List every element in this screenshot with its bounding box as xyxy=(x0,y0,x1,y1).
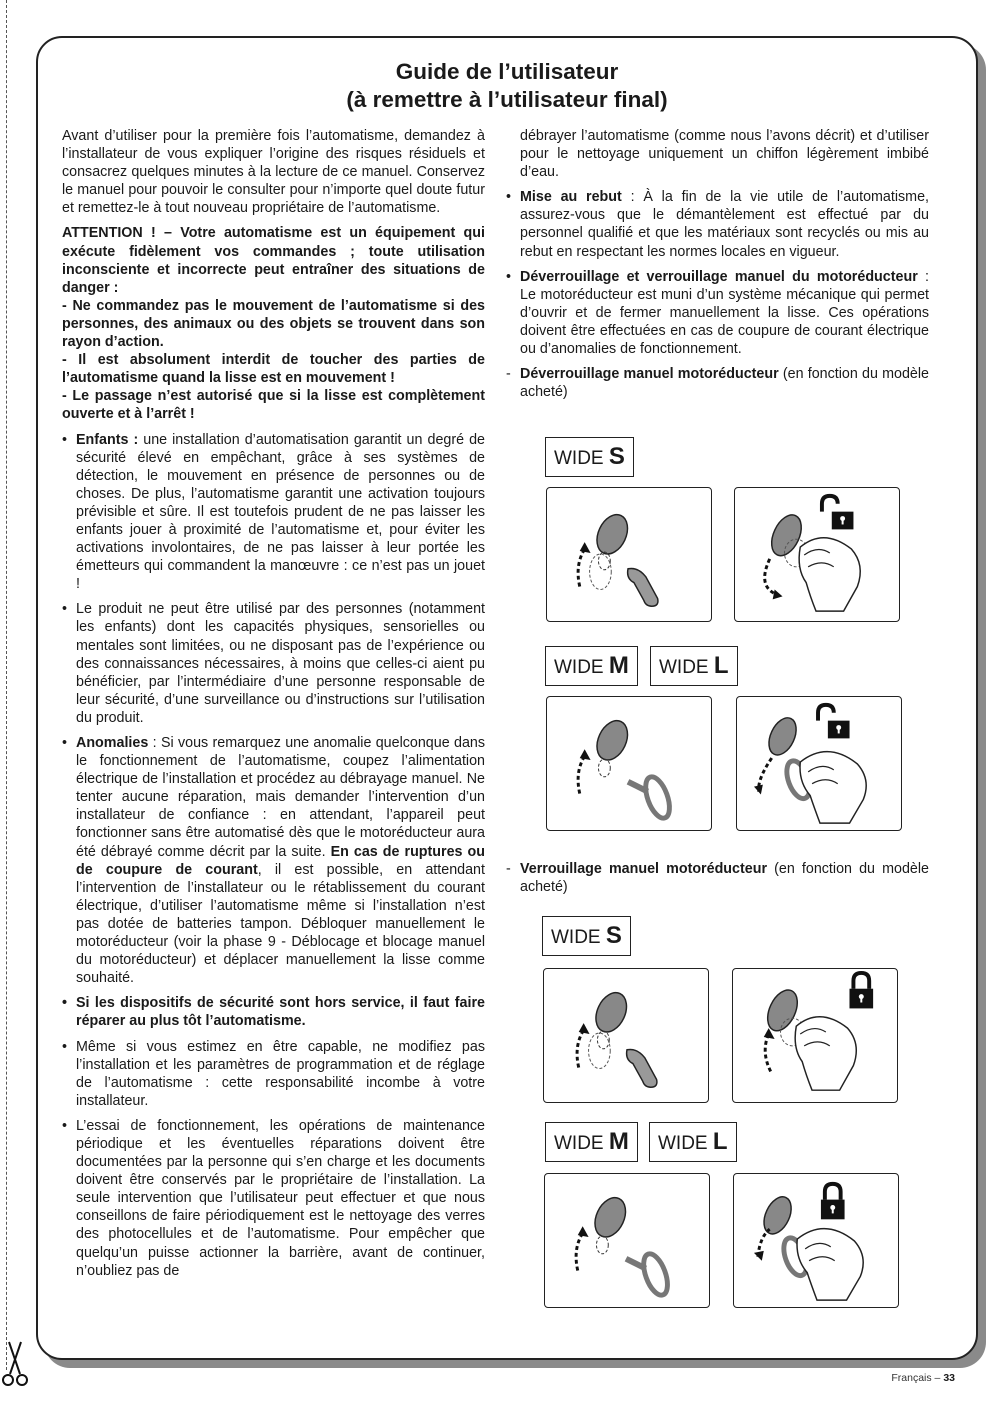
hand-icon xyxy=(799,538,860,611)
wide-text: WIDE xyxy=(659,657,709,678)
illustration-lock-s-hand xyxy=(732,968,898,1103)
illustration-unlock-s-hand xyxy=(734,487,900,622)
deverr-label: Déverrouillage et verrouillage manuel du motoréducteur xyxy=(520,268,918,285)
left-column xyxy=(62,127,485,1287)
title-line-1: Guide de l’utilisateur xyxy=(395,59,619,84)
footer-language: Français – xyxy=(891,1372,941,1384)
lock-heading-block xyxy=(506,860,929,903)
size-l: L xyxy=(712,1128,728,1155)
lock-closed-icon xyxy=(849,973,873,1008)
key-icon xyxy=(627,1049,657,1087)
illustration-lock-s-key xyxy=(543,968,709,1103)
lock-open-icon xyxy=(818,705,850,738)
bullet-meme: • Même si vous estimez en être capable, ne modifiez pas l’installation et les paramètres de programmation et de réglage de l’automatisme : cette responsabilité incombe à votre installateur. xyxy=(62,1038,485,1110)
bullet-dispositifs: • Si les dispositifs de sécurité sont hors service, il faut faire réparer au plus tôt l’automatisme. xyxy=(62,994,485,1030)
right-column xyxy=(506,127,929,408)
size-s: S xyxy=(608,443,625,470)
title-line-2: (à remettre à l’utilisateur final) xyxy=(346,87,668,112)
lock-label: Verrouillage manuel motoréducteur xyxy=(520,861,768,877)
page-number: 33 xyxy=(943,1372,955,1384)
attention-block xyxy=(62,224,485,423)
enfants-text: une installation d’automatisation garantit un degré de sécurité élevé en empêchant, grâce à ses systèmes de détection, le mouvement en présence de personnes ou de choses. De plus, l’automatisme garantit une activation toujours prévisible et sûre. Il est toutefois prudent de ne pas laisser les enfants jouer à proximité de l’automatisme et, pour éviter les activations involontaires, de ne pas laisser à leur portée les émetteurs qui commandent la manœuvre : ce n’est pas un jouet ! xyxy=(76,431,485,593)
bullet-deverrouillage xyxy=(506,268,929,358)
label-wide-m-unlock xyxy=(545,646,638,686)
wide-text: WIDE xyxy=(554,657,604,678)
illustration-lock-ml-hand xyxy=(733,1173,899,1308)
unlock-suffix: (en fonction du modèle acheté) xyxy=(520,366,930,401)
size-m: M xyxy=(608,652,629,679)
illustration-lock-ml-key xyxy=(544,1173,710,1308)
size-m: M xyxy=(608,1128,629,1155)
hand-icon xyxy=(800,752,866,823)
warning-3: - Le passage n’est autorisé que si la lisse est complètement ouverte et à l’arrêt ! xyxy=(62,388,485,423)
key-icon xyxy=(626,1251,672,1298)
lock-heading xyxy=(506,860,929,896)
anomalies-label: Anomalies xyxy=(76,735,149,751)
wide-text: WIDE xyxy=(551,927,601,948)
lock-closed-icon xyxy=(821,1184,845,1219)
continued-text: débrayer l’automatisme (comme nous l’avons décrit) et d’utiliser pour le nettoyage uniquement un chiffon légèrement imbibé d’eau. xyxy=(520,128,929,181)
anomalies-text-2: , il est possible, en attendant l’intervention de l’installateur ou le rétablissement du courant électrique, d’utiliser l’automatisme même si l’installation n’est pas dotée de batteries tampon. Débloquer manuellement le motoréducteur (voir la phase 9 - Déblocage et blocage manuel du motoréducteur) et déplacer manuellement la lisse comme souhaité. xyxy=(76,861,485,987)
label-wide-l-unlock xyxy=(650,646,738,686)
label-wide-l-lock xyxy=(649,1122,737,1162)
lock-suffix: (en fonction du modèle acheté) xyxy=(520,861,929,896)
illustration-unlock-s-key xyxy=(546,487,712,622)
rebut-label: Mise au rebut xyxy=(520,189,622,206)
deverr-text: : Le motoréducteur est muni d’un système mécanique qui permet d’ouvrir et de fermer manuellement la lisse. Ces opérations doivent être effectuées en cas de coupure de courant électrique ou d’anomalies de fonctionnement. xyxy=(520,268,929,358)
unlock-label: Déverrouillage manuel motoréducteur xyxy=(520,366,779,383)
bullet-produit: • Le produit ne peut être utilisé par des personnes (notamment les enfants) dont les capacités physiques, sensorielles ou mentales sont limitées, ou ne disposant pas de l’expérience ou des connaissances nécessaires, à moins que celles-ci aient pu bénéficier, par l’intermédiaire d’une personne responsable de leur sécurité, d’une surveillance ou d’instructions sur l’utilisation du produit. xyxy=(62,600,485,727)
cut-line xyxy=(6,0,7,1370)
key-icon xyxy=(628,774,674,821)
key-icon xyxy=(628,568,658,606)
lock-open-icon xyxy=(822,496,854,529)
label-wide-m-lock xyxy=(545,1122,638,1162)
hand-icon xyxy=(795,1017,856,1090)
wide-text: WIDE xyxy=(554,1133,604,1154)
label-wide-s-unlock xyxy=(545,437,634,477)
bullet-mise-au-rebut xyxy=(506,188,929,260)
illustration-unlock-ml-key xyxy=(546,696,712,831)
illustration-unlock-ml-hand xyxy=(736,696,902,831)
enfants-label: Enfants : xyxy=(76,431,139,448)
wide-text: WIDE xyxy=(554,448,604,469)
rebut-text: : À la fin de la vie utile de l’automatisme, assurez-vous que le démantèlement est effectué par du personnel qualifié et que les matériaux sont recyclés ou mis au rebut en respectant les normes locales en vigueur. xyxy=(520,189,930,260)
unlock-heading xyxy=(506,365,929,401)
bullet-anomalies xyxy=(62,734,485,987)
bullet-enfants xyxy=(62,431,485,594)
label-wide-s-lock xyxy=(542,916,631,956)
bullet-essai: • L’essai de fonctionnement, les opérations de maintenance périodique et les éventuelles réparations doivent être documentées par la personne qui s’en charge et les documents doivent être conservés par le propriétaire de l’installation. La seule intervention que l’utilisateur peut effectuer et que nous conseillons de faire périodiquement est le nettoyage des verres des photocellules et de l’automatisme. Pour empêcher que quelqu’un puisse actionner la barrière, avant de continuer, n’oubliez pas de xyxy=(62,1117,485,1280)
page-footer xyxy=(891,1372,955,1384)
size-l: L xyxy=(713,652,729,679)
page-title xyxy=(40,58,974,114)
intro-paragraph: Avant d’utiliser pour la première fois l’automatisme, demandez à l’installateur de vous expliquer l’origine des risques résiduels et consacrez quelques minutes à la lecture de ce manuel. Conservez le manuel pour pouvoir le consulter pour n’importe quel doute futur et remettez-le à tout nouveau propriétaire de l’automatisme. xyxy=(62,128,485,217)
scissors-icon xyxy=(0,1340,30,1390)
warning-2: - Il est absolument interdit de toucher des parties de l’automatisme quand la lisse est en mouvement ! xyxy=(62,352,485,387)
anomalies-text-1: : Si vous remarquez une anomalie quelconque dans le fonctionnement de l’automatisme, coupez l’alimentation électrique de l’installation et procédez au débrayage manuel. Ne tenter aucune réparation, mais demander l’intervention d’un installateur de confiance : en attendant, l’appareil peut fonctionner sans être automatisé dès que le motoréducteur aura été débrayé comme décrit par la suite. xyxy=(76,735,485,860)
attention-text: ATTENTION ! – Votre automatisme est un équipement qui exécute fidèlement vos commandes ; toute utilisation inconsciente et incorrecte peut entraîner des situations de danger : xyxy=(62,225,485,296)
anomalies-bold: En cas de ruptures ou de coupure de courant xyxy=(76,843,486,878)
size-s: S xyxy=(605,922,622,949)
wide-text: WIDE xyxy=(658,1133,708,1154)
warning-1: - Ne commandez pas le mouvement de l’automatisme si des personnes, des animaux ou des objets se trouvent dans son rayon d’action. xyxy=(62,297,485,351)
hand-icon xyxy=(797,1229,863,1300)
